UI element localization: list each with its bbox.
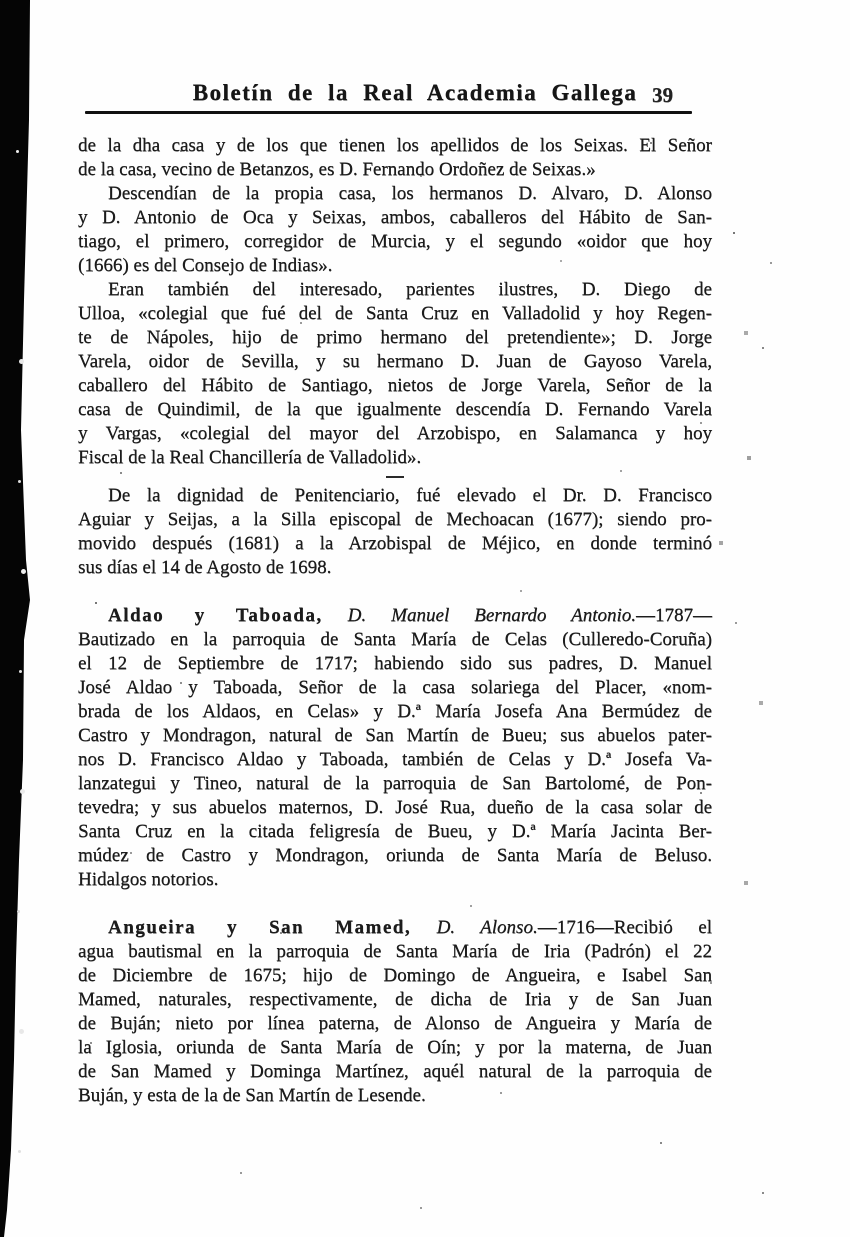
entry-person-name: D. Alonso. — [436, 917, 538, 938]
entry-paragraph — [78, 604, 712, 892]
text-line: Castro y Mondragon, natural de San Martín de Bueu; sus abuelos pater- — [78, 725, 712, 746]
text-line: de la dha casa y de los que tienen los apellidos de los Seixas. El Señor — [78, 135, 712, 156]
entry-heading: Angueira y San Mamed, — [108, 917, 412, 938]
text-line: Eran también del interesado, parientes ilustres, D. Diego de — [108, 279, 712, 300]
paragraph — [78, 484, 712, 580]
text-line: casa de Quindimil, de la que igualmente descendía D. Fernando Varela — [78, 399, 712, 420]
binding-noise — [16, 150, 19, 153]
text-line: brada de los Aldaos, en Celas» y D.ª María Josefa Ana Bermúdez de — [78, 701, 712, 722]
text-line: Fiscal de la Real Chancillería de Valladolid». — [78, 447, 422, 468]
text-line: Ulloa, «colegial que fué del de Santa Cruz en Valladolid y hoy Regen- — [78, 303, 712, 324]
text-line: de San Mamed y Dominga Martínez, aquél natural de la parroquia de — [78, 1061, 712, 1082]
text-line: Bautizado en la parroquia de Santa María de Celas (Culleredo-Coruña) — [78, 629, 712, 650]
text-line — [78, 604, 712, 628]
text-line: lanzategui y Tineo, natural de la parroquia de San Bartolomé, de Pon- — [78, 773, 712, 794]
text-line: De la dignidad de Penitenciario, fué elevado el Dr. D. Francisco — [108, 485, 712, 506]
text-line: Hidalgos notorios. — [78, 869, 219, 890]
journal-title: Boletín de la Real Academia Gallega — [192, 80, 638, 105]
paragraph — [78, 278, 712, 470]
binding-shadow-band — [0, 0, 34, 1237]
text-line: agua bautismal en la parroquia de Santa María de Iria (Padrón) el 22 — [78, 941, 712, 962]
text-line: Mamed, naturales, respectivamente, de dicha de Iria y de San Juan — [78, 989, 712, 1010]
text-line: la Iglosia, oriunda de Santa María de Oín; y por la materna, de Juan — [78, 1037, 712, 1058]
text-line: (1666) es del Consejo de Indias». — [78, 255, 333, 276]
text-line: sus días el 14 de Agosto de 1698. — [78, 557, 332, 578]
header-rule — [85, 111, 692, 114]
entry-person-name: D. Manuel Bernardo Antonio. — [347, 605, 636, 626]
text-line: caballero del Hábito de Santiago, nietos de Jorge Varela, Señor de la — [78, 375, 712, 396]
text-line: nos D. Francisco Aldao y Taboada, también de Celas y D.ª Josefa Va- — [78, 749, 712, 770]
text-line: múdez de Castro y Mondragon, oriunda de Santa María de Beluso. — [78, 845, 712, 866]
entry-paragraph — [78, 916, 712, 1108]
noise-speckles — [0, 0, 2, 2]
text-line: el 12 de Septiembre de 1717; habiendo sido sus padres, D. Manuel — [78, 653, 712, 674]
text-line: Aguiar y Seijas, a la Silla episcopal de Mechoacan (1677); siendo pro- — [78, 509, 712, 530]
text-line — [78, 916, 712, 940]
text-line: movido después (1681) a la Arzobispal de Méjico, en donde terminó — [78, 533, 712, 554]
text-line: José Aldao y Taboada, Señor de la casa solariega del Placer, «nom- — [78, 677, 712, 698]
section-divider — [78, 470, 712, 484]
section-divider-bar — [386, 476, 404, 478]
paragraph — [78, 134, 712, 182]
page-text — [78, 134, 712, 1108]
text-line: y Vargas, «colegial del mayor del Arzobispo, en Salamanca y hoy — [78, 423, 712, 444]
text-line: te de Nápoles, hijo de primo hermano del pretendiente»; D. Jorge — [78, 327, 712, 348]
entry-year-dash: —1716—Recibió el — [537, 917, 712, 938]
entry-year-dash: —1787— — [636, 605, 712, 626]
text-line: y D. Antonio de Oca y Seixas, ambos, caballeros del Hábito de San- — [78, 207, 712, 228]
text-line: de Buján; nieto por línea paterna, de Alonso de Angueira y María de — [78, 1013, 712, 1034]
text-line: tevedra; y sus abuelos maternos, D. José Rua, dueño de la casa solar de — [78, 797, 712, 818]
text-line: de la casa, vecino de Betanzos, es D. Fernando Ordoñez de Seixas.» — [78, 159, 596, 180]
page-number: 39 — [652, 83, 673, 107]
text-line: Descendían de la propia casa, los hermanos D. Alvaro, D. Alonso — [108, 183, 712, 204]
text-line: de Diciembre de 1675; hijo de Domingo de Angueira, e Isabel San — [78, 965, 712, 986]
entry-heading: Aldao y Taboada, — [108, 605, 323, 626]
paragraph — [78, 182, 712, 278]
text-line: tiago, el primero, corregidor de Murcia, y el segundo «oidor que hoy — [78, 231, 712, 252]
text-line: Santa Cruz en la citada feligresía de Bueu, y D.ª María Jacinta Ber- — [78, 821, 712, 842]
text-line: Varela, oidor de Sevilla, y su hermano D. Juan de Gayoso Varela, — [78, 351, 712, 372]
text-line: Buján, y esta de la de San Martín de Lesende. — [78, 1085, 426, 1106]
